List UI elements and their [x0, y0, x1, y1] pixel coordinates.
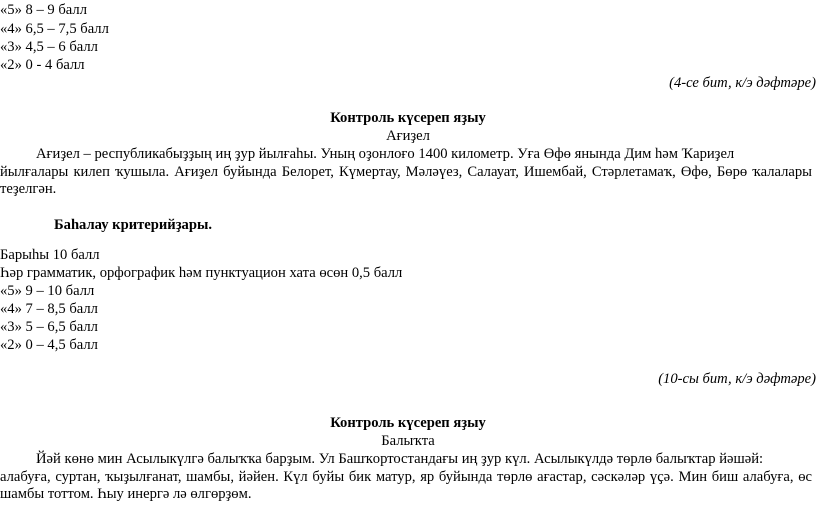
criteria-total: Барыһы 10 балл	[0, 247, 100, 263]
criteria-deduction: Һәр грамматик, орфографик һәм пунктуацион хата өсөн 0,5 балл	[0, 265, 403, 281]
section-title: Контроль күсереп яҙыу	[330, 110, 486, 126]
criteria-grade-line: «2» 0 – 4,5 балл	[0, 337, 98, 353]
section-title: Контроль күсереп яҙыу	[330, 415, 486, 431]
top-grade-line: «2» 0 - 4 балл	[0, 57, 85, 73]
page-reference: (4-се бит, к/э дәфтәре)	[669, 75, 816, 91]
criteria-grade-line: «3» 5 – 6,5 балл	[0, 319, 98, 335]
paragraph-balykta-rest: алабуға, суртан, ҡыҙылғанат, шамбы, йәйен. Күл буйы бик матур, яр буйында төрлө ағастар, сәскәләр үҫә. Мин биш алабуға, өс шамбы тоттом. Һыу инергә лә өлгөрҙөм.	[0, 469, 812, 502]
section-subtitle: Ағиҙел	[386, 128, 430, 144]
criteria-grade-line: «5» 9 – 10 балл	[0, 283, 95, 299]
paragraph-balykta-first-line: Йәй көнө мин Асылыкүлгә балыҡҡа барҙым. Ул Башҡортостандағы иң ҙур күл. Асылыкүлдә төрлө балыҡтар йәшәй:	[36, 451, 764, 467]
top-grade-line: «5» 8 – 9 балл	[0, 2, 87, 18]
paragraph-agidel-rest: йылғалары килеп ҡушыла. Ағиҙел буйында Белорет, Күмертау, Мәләүез, Салауат, Ишембай, Стәрлетамаҡ, Өфө, Бөрө ҡалалары теҙелгән.	[0, 164, 812, 197]
section-subtitle: Балыҡта	[381, 433, 435, 449]
top-grade-line: «3» 4,5 – 6 балл	[0, 39, 98, 55]
page-reference: (10-сы бит, к/э дәфтәре)	[658, 371, 816, 387]
criteria-grade-line: «4» 7 – 8,5 балл	[0, 301, 98, 317]
top-grade-line: «4» 6,5 – 7,5 балл	[0, 21, 109, 37]
criteria-title: Баһалау критерийҙары.	[54, 217, 213, 233]
paragraph-agidel-first-line: Ағиҙел – республикабыҙҙың иң ҙур йылғаһы. Уның оҙонлоғо 1400 километр. Уға Өфө янында Дим һәм Ҡариҙел	[36, 146, 735, 162]
